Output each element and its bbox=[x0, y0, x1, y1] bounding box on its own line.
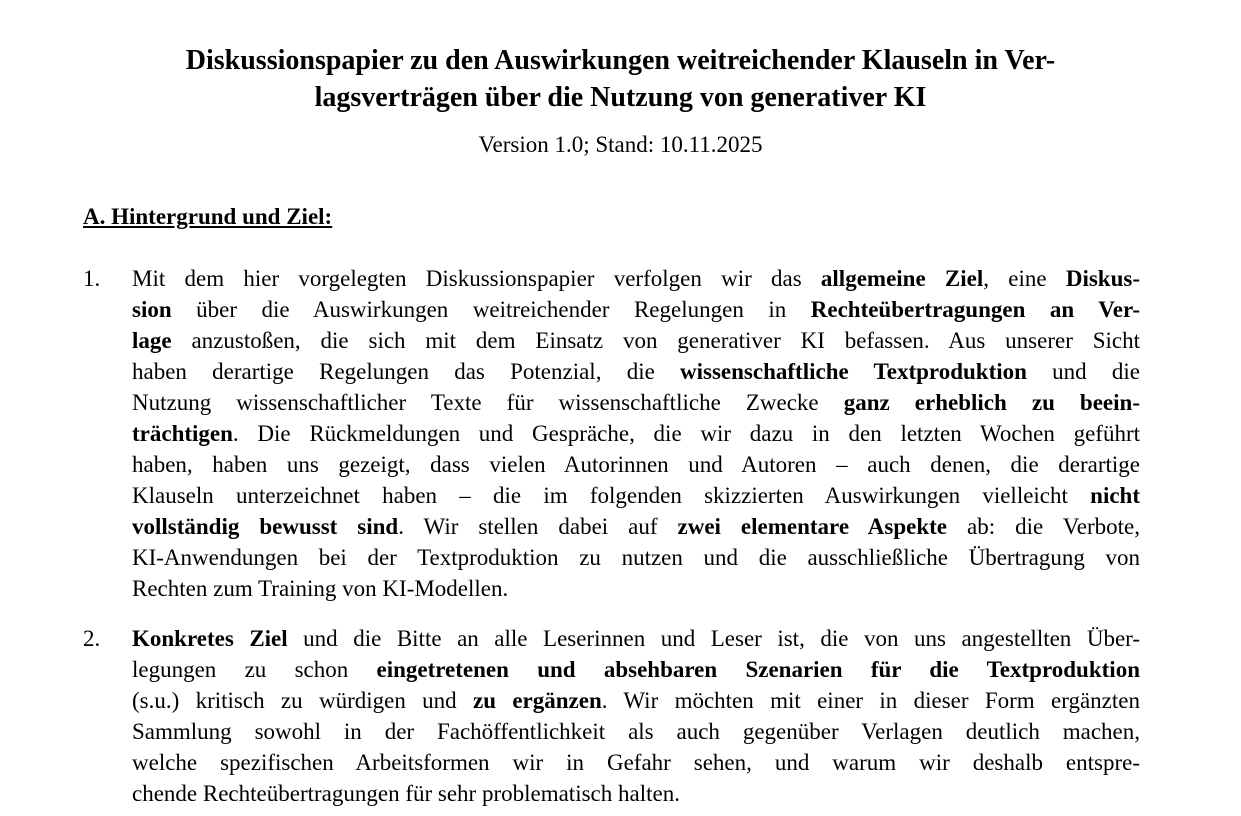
text-run: Klauseln unterzeichnet haben – die im folgenden skizzierten Auswirkungen vielleicht bbox=[132, 483, 1091, 508]
text-run: Rechten zum Training von KI-Modellen. bbox=[132, 576, 509, 601]
text-line bbox=[132, 716, 1140, 747]
document-title bbox=[60, 42, 1181, 116]
text-line bbox=[132, 263, 1140, 294]
text-run: Sammlung sowohl in der Fachöffentlichkeit als auch gegenüber Verlagen deutlich machen, bbox=[132, 719, 1140, 744]
title-line: lagsverträgen über die Nutzung von generativer KI bbox=[314, 82, 927, 113]
bold-text-run: Rechteübertragungen an Ver- bbox=[810, 297, 1141, 322]
text-run: haben derartige Regelungen das Potenzial, die bbox=[132, 359, 681, 384]
text-run: über die Auswirkungen weitreichender Regelungen in bbox=[171, 297, 811, 322]
text-line bbox=[132, 480, 1140, 511]
text-line bbox=[132, 356, 1140, 387]
bold-text-run: allgemeine Ziel bbox=[820, 266, 984, 291]
text-line bbox=[132, 747, 1140, 778]
text-line bbox=[132, 623, 1140, 654]
text-line bbox=[132, 511, 1140, 542]
section-heading: A. Hintergrund und Ziel: bbox=[83, 204, 333, 229]
text-run: Mit dem hier vorgelegten Diskussionspapier verfolgen wir das bbox=[132, 266, 821, 291]
text-run: und die Bitte an alle Leserinnen und Leser ist, die von uns angestellten Über- bbox=[287, 626, 1141, 651]
list-item-text bbox=[132, 263, 1140, 604]
bold-text-run: wissenschaftliche Textproduktion bbox=[680, 359, 1027, 384]
list-item-text bbox=[132, 623, 1140, 809]
text-run: welche spezifischen Arbeitsformen wir in Gefahr sehen, und warum wir deshalb entspre- bbox=[132, 750, 1140, 775]
text-run: . Wir stellen dabei auf bbox=[398, 514, 678, 539]
text-run: ab: die Verbote, bbox=[947, 514, 1141, 539]
bold-text-run: zwei elementare Aspekte bbox=[677, 514, 947, 539]
text-run: Nutzung wissenschaftlicher Texte für wissenschaftliche Zwecke bbox=[132, 390, 844, 415]
bold-text-run: ganz erheblich zu beein- bbox=[843, 390, 1140, 415]
text-line bbox=[132, 573, 1140, 604]
bold-text-run: vollständig bewusst sind bbox=[132, 514, 399, 539]
text-line bbox=[132, 685, 1140, 716]
list-item-number: 1. bbox=[83, 266, 101, 291]
bold-text-run: zu ergänzen bbox=[472, 688, 602, 713]
list-item-number: 2. bbox=[83, 626, 101, 651]
bold-text-run: Konkretes Ziel bbox=[132, 626, 288, 651]
text-run: KI-Anwendungen bei der Textproduktion zu nutzen und die ausschließliche Übertragung von bbox=[132, 545, 1140, 570]
text-run: chende Rechteübertragungen für sehr problematisch halten. bbox=[132, 781, 680, 806]
bold-text-run: eingetretenen und absehbaren Szenarien für die Textproduktion bbox=[376, 657, 1140, 682]
text-run: . Wir möchten mit einer in dieser Form ergänzten bbox=[601, 688, 1140, 713]
text-line bbox=[132, 387, 1140, 418]
bold-text-run: lage bbox=[132, 328, 172, 353]
text-run: . Die Rückmeldungen und Gespräche, die wir dazu in den letzten Wochen geführt bbox=[232, 421, 1140, 446]
bold-text-run: Diskus- bbox=[1065, 266, 1140, 291]
bold-text-run: sion bbox=[132, 297, 172, 322]
bold-text-run: trächtigen bbox=[132, 421, 233, 446]
title-line: Diskussionspapier zu den Auswirkungen weitreichender Klauseln in Ver- bbox=[185, 45, 1056, 76]
version-line: Version 1.0; Stand: 10.11.2025 bbox=[478, 132, 763, 157]
text-line bbox=[132, 418, 1140, 449]
text-line bbox=[132, 542, 1140, 573]
text-line bbox=[132, 449, 1140, 480]
text-run: und die bbox=[1026, 359, 1140, 384]
text-run: haben, haben uns gezeigt, dass vielen Autorinnen und Autoren – auch denen, die derartige bbox=[132, 452, 1140, 477]
text-run: anzustoßen, die sich mit dem Einsatz von generativer KI befassen. Aus unserer Sicht bbox=[171, 328, 1140, 353]
bold-text-run: nicht bbox=[1090, 483, 1140, 508]
text-line bbox=[132, 294, 1140, 325]
text-run: (s.u.) kritisch zu würdigen und bbox=[132, 688, 473, 713]
text-line bbox=[132, 778, 1140, 809]
text-run: , eine bbox=[983, 266, 1066, 291]
text-run: legungen zu schon bbox=[132, 657, 377, 682]
text-line bbox=[132, 654, 1140, 685]
text-line bbox=[132, 325, 1140, 356]
